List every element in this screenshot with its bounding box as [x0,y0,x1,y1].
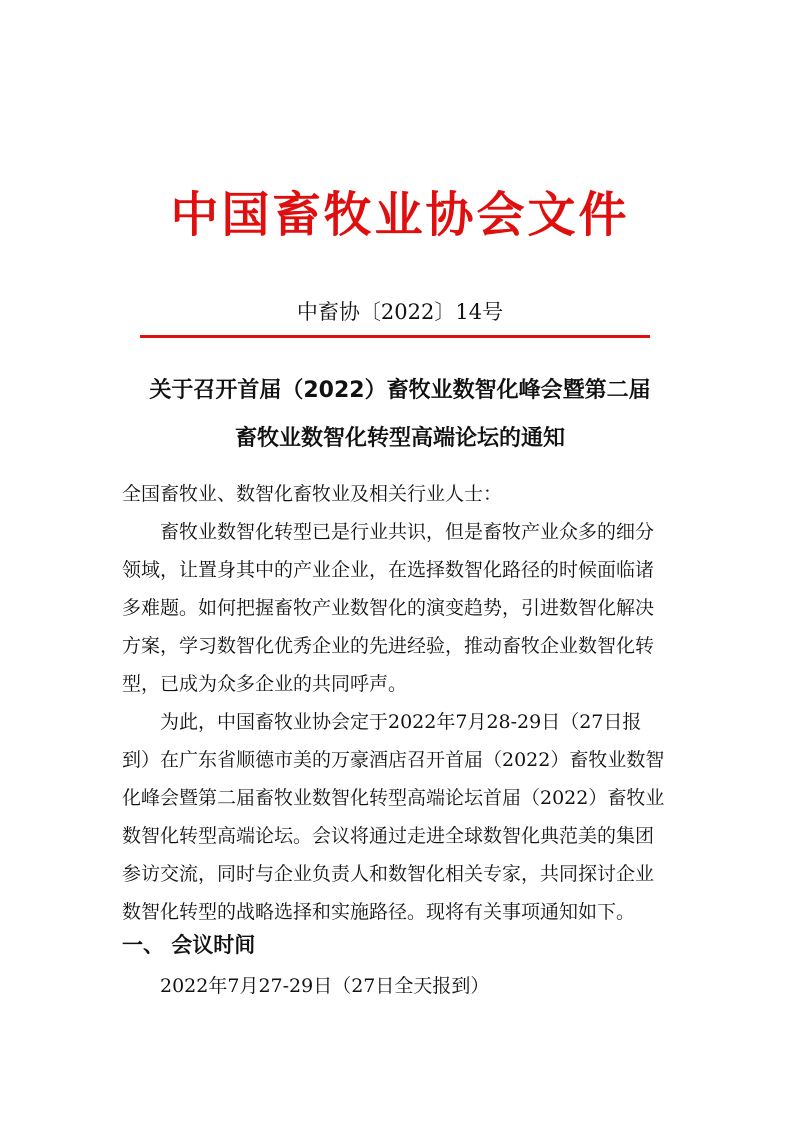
paragraph-2-line-1: 为此，中国畜牧业协会定于2022年7月28-29日（27日报 [160,711,642,733]
paragraph-1-line-4: 方案，学习数智化优秀企业的先进经验，推动畜牧企业数智化转 [122,635,655,657]
org-file-title: 中国畜牧业协会文件 [170,187,630,243]
paragraph-1-line-3: 多难题。如何把握畜牧产业数智化的演变趋势，引进数智化解决 [122,597,655,619]
document-number: 中畜协〔2022〕14号 [296,300,504,324]
paragraph-2-line-2: 到）在广东省顺德市美的万豪酒店召开首届（2022）畜牧业数智 [122,749,665,771]
salutation: 全国畜牧业、数智化畜牧业及相关行业人士： [122,483,503,505]
paragraph-2-line-4: 数智化转型高端论坛。会议将通过走进全球数智化典范美的集团 [122,825,655,847]
paragraph-2-line-3: 化峰会暨第二届畜牧业数智化转型高端论坛首届（2022）畜牧业 [122,787,665,809]
section-heading-meeting-time: 一、 会议时间 [122,933,256,957]
paragraph-1-line-5: 型，已成为众多企业的共同呼声。 [122,673,408,695]
notice-title-line-2: 畜牧业数智化转型高端论坛的通知 [234,426,565,451]
paragraph-1-line-1: 畜牧业数智化转型已是行业共识，但是畜牧产业众多的细分 [160,521,655,543]
meeting-time-text: 2022年7月27-29日（27日全天报到） [160,975,490,997]
paragraph-2-line-5: 参访交流，同时与企业负责人和数智化相关专家，共同探讨企业 [122,863,655,885]
notice-title-line-1: 关于召开首届（2022）畜牧业数智化峰会暨第二届 [149,378,651,403]
paragraph-2-line-6: 数智化转型的战略选择和实施路径。现将有关事项通知如下。 [122,901,636,923]
paragraph-1-line-2: 领域，让置身其中的产业企业，在选择数智化路径的时候面临诸 [122,559,655,581]
red-divider-line [140,335,650,338]
